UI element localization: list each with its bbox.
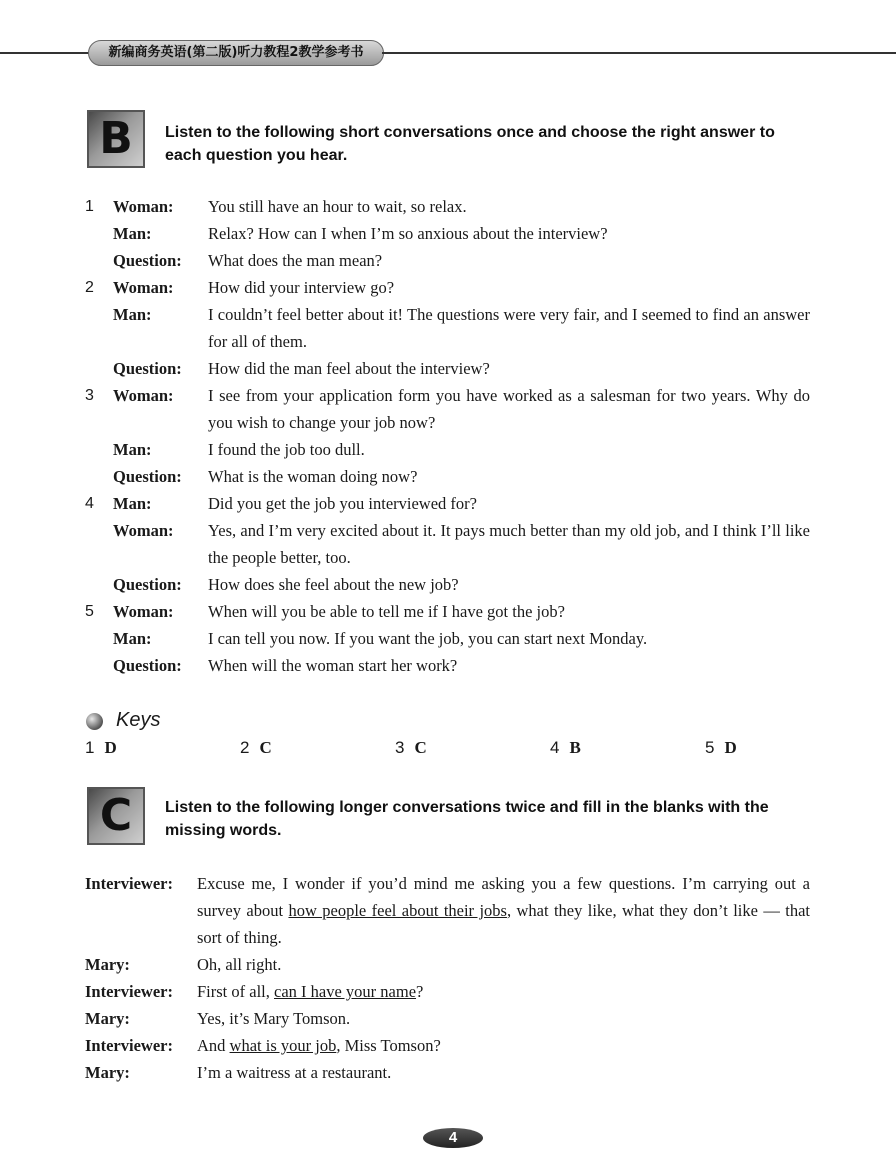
dialogue-text: When will you be able to tell me if I have got the job?	[208, 602, 565, 621]
speaker-label: Question:	[113, 251, 182, 270]
speaker-label: Interviewer:	[85, 982, 173, 1001]
section-b-badge: B	[87, 110, 145, 168]
speaker-label: Mary:	[85, 955, 130, 974]
dialogue-text: I see from your application form you have worked as a salesman for two years. Why do you wish to change your job now?	[208, 386, 810, 432]
speaker-label: Man:	[113, 494, 152, 513]
dialogue-text: I found the job too dull.	[208, 440, 365, 459]
dialogue-text: I couldn’t feel better about it! The questions were very fair, and I seemed to find an answer for all of them.	[208, 305, 810, 351]
dialogue-text: How did the man feel about the interview?	[208, 359, 490, 378]
speaker-label: Man:	[113, 224, 152, 243]
dialogue-text: How does she feel about the new job?	[208, 575, 459, 594]
page-number: 4	[423, 1128, 483, 1148]
dialogue-text: First of all, can I have your name?	[197, 982, 424, 1001]
dialogue-text: How did your interview go?	[208, 278, 395, 297]
question-number: 4	[85, 495, 94, 512]
section-c-instruction: Listen to the following longer conversations twice and fill in the blanks with the missing words.	[165, 799, 769, 839]
key-answer: D	[724, 738, 737, 757]
speaker-label: Mary:	[85, 1063, 130, 1082]
speaker-label: Woman:	[113, 278, 174, 297]
dialogue-text: I’m a waitress at a restaurant.	[197, 1063, 392, 1082]
key-answer: B	[569, 738, 581, 757]
key-item	[395, 736, 427, 760]
dialogue-text: Yes, and I’m very excited about it. It pays much better than my old job, and I think I’ll like the people better, too.	[208, 521, 810, 567]
filled-blank: can I have your name	[274, 982, 417, 1001]
dialogue-text: And what is your job, Miss Tomson?	[197, 1036, 441, 1055]
key-number: 5	[705, 738, 715, 757]
key-answer: D	[104, 738, 117, 757]
key-number: 3	[395, 738, 405, 757]
speaker-label: Woman:	[113, 602, 174, 621]
key-number: 1	[85, 738, 95, 757]
speaker-label: Woman:	[113, 386, 174, 405]
header-rule-right	[382, 52, 896, 54]
key-answer: C	[259, 738, 272, 757]
speaker-label: Mary:	[85, 1009, 130, 1028]
speaker-label: Question:	[113, 575, 182, 594]
key-number: 2	[240, 738, 250, 757]
dialogue-text: Oh, all right.	[197, 955, 282, 974]
key-item	[550, 736, 581, 760]
speaker-label: Question:	[113, 656, 182, 675]
dialogue-text: I can tell you now. If you want the job, you can start next Monday.	[208, 629, 648, 648]
filled-blank: what is your job	[229, 1036, 337, 1055]
keys-bullet-icon	[86, 713, 103, 730]
header-rule-left	[0, 52, 92, 54]
speaker-label: Woman:	[113, 521, 174, 540]
speaker-label: Interviewer:	[85, 874, 173, 893]
speaker-label: Man:	[113, 440, 152, 459]
dialogue-text: Yes, it’s Mary Tomson.	[197, 1009, 351, 1028]
dialogue-text: Did you get the job you interviewed for?	[208, 494, 477, 513]
dialogue-text: Excuse me, I wonder if you’d mind me asking you a few questions. I’m carrying out a survey about how people feel about their jobs, what they like, what they don’t like — that sort of thing.	[197, 874, 810, 947]
section-c-badge: C	[87, 787, 145, 845]
key-number: 4	[550, 738, 560, 757]
question-number: 3	[85, 387, 94, 404]
question-number: 2	[85, 279, 94, 296]
dialogue-text: What does the man mean?	[208, 251, 383, 270]
dialogue-text: What is the woman doing now?	[208, 467, 418, 486]
key-answer: C	[414, 738, 427, 757]
speaker-label: Woman:	[113, 197, 174, 216]
filled-blank: how people feel about their jobs	[288, 901, 507, 920]
speaker-label: Man:	[113, 305, 152, 324]
speaker-label: Question:	[113, 467, 182, 486]
speaker-label: Man:	[113, 629, 152, 648]
key-item	[85, 736, 117, 760]
speaker-label: Interviewer:	[85, 1036, 173, 1055]
header-title: 新编商务英语(第二版)听力教程2教学参考书	[88, 40, 384, 66]
page-header	[0, 38, 896, 68]
speaker-label: Question:	[113, 359, 182, 378]
keys-title: Keys	[116, 709, 161, 731]
question-number: 1	[85, 198, 94, 215]
dialogue-text: Relax? How can I when I’m so anxious about the interview?	[208, 224, 608, 243]
key-item	[705, 736, 737, 760]
dialogue-text: When will the woman start her work?	[208, 656, 458, 675]
section-b-instruction: Listen to the following short conversations once and choose the right answer to each question you hear.	[165, 124, 775, 164]
question-number: 5	[85, 603, 94, 620]
key-item	[240, 736, 272, 760]
dialogue-text: You still have an hour to wait, so relax.	[208, 197, 467, 216]
